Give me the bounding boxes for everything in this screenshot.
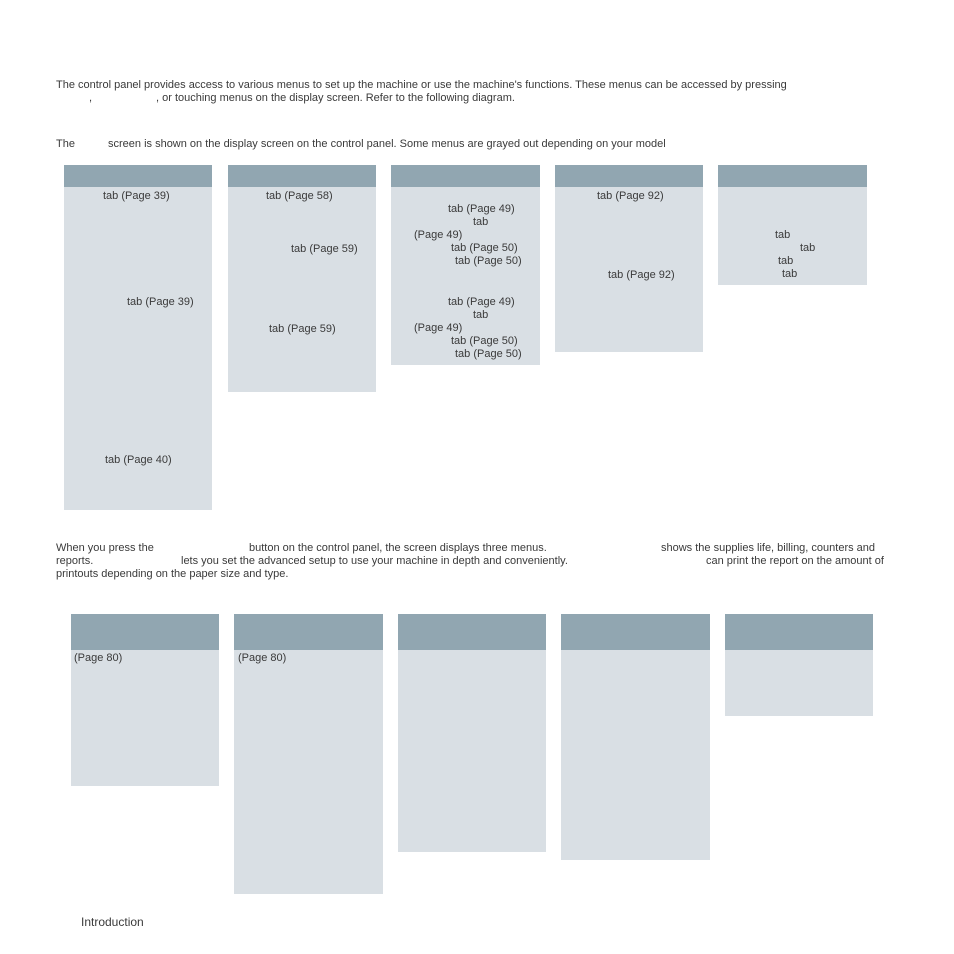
menu-note-middle: button on the control panel, the screen displays three menus. [249,542,547,554]
menu-item: (Page 49) [414,322,463,334]
top-menu-column-2 [228,165,376,392]
menu-item: tab (Page 49) [448,296,515,308]
screen-note-prefix: The [56,138,75,150]
footer-section-label: Introduction [81,915,144,929]
menu-note-line3: printouts depending on the paper size and type. [56,568,289,580]
menu-note-line2-start: reports. [56,555,94,567]
bottom-menu-column-4 [561,614,710,860]
column-header [64,165,212,187]
menu-item: tab (Page 50) [451,242,518,254]
menu-item: tab (Page 50) [451,335,518,347]
top-menu-column-1 [64,165,212,510]
menu-item: tab (Page 50) [455,255,522,267]
column-header [555,165,703,187]
column-header [228,165,376,187]
screen-note-text: screen is shown on the display screen on the control panel. Some menus are grayed out depending on your model [108,138,666,150]
menu-item: tab [775,229,791,241]
menu-item: tab (Page 39) [127,296,194,308]
menu-item: tab [473,216,489,228]
top-menu-column-5 [718,165,867,285]
menu-item: (Page 49) [414,229,463,241]
bottom-menu-column-3 [398,614,546,852]
column-header [725,614,873,650]
bottom-menu-column-1 [71,614,219,786]
intro-text-line1: The control panel provides access to various menus to set up the machine or use the machine's functions. These menus can be accessed by pressing [56,79,787,91]
intro-text-line2: , or touching menus on the display screen. Refer to the following diagram. [156,92,515,104]
menu-item: tab (Page 59) [291,243,358,255]
menu-item: tab (Page 50) [455,348,522,360]
menu-item: tab [778,255,794,267]
column-header [718,165,867,187]
menu-note-line2-middle: lets you set the advanced setup to use your machine in depth and conveniently. [181,555,568,567]
bottom-menu-column-2 [234,614,383,894]
menu-item: tab [782,268,798,280]
column-header [561,614,710,650]
column-header [234,614,383,650]
menu-item: tab (Page 40) [105,454,172,466]
bottom-menu-column-5 [725,614,873,716]
menu-item: (Page 80) [74,652,123,664]
menu-item: tab [473,309,489,321]
column-header [71,614,219,650]
menu-item: (Page 80) [238,652,287,664]
menu-item: tab (Page 92) [608,269,675,281]
menu-item: tab (Page 49) [448,203,515,215]
menu-item: tab (Page 92) [597,190,664,202]
menu-note-end: shows the supplies life, billing, counters and [661,542,876,554]
menu-item: tab (Page 59) [269,323,336,335]
menu-note-line2-end: can print the report on the amount of [706,555,884,567]
menu-item: tab [800,242,816,254]
intro-text-comma: , [89,92,93,104]
menu-item: tab (Page 58) [266,190,333,202]
menu-item: tab (Page 39) [103,190,170,202]
column-header [391,165,540,187]
column-header [398,614,546,650]
top-menu-column-4 [555,165,703,352]
top-menu-column-3 [391,165,540,365]
menu-note-prefix: When you press the [56,542,154,554]
